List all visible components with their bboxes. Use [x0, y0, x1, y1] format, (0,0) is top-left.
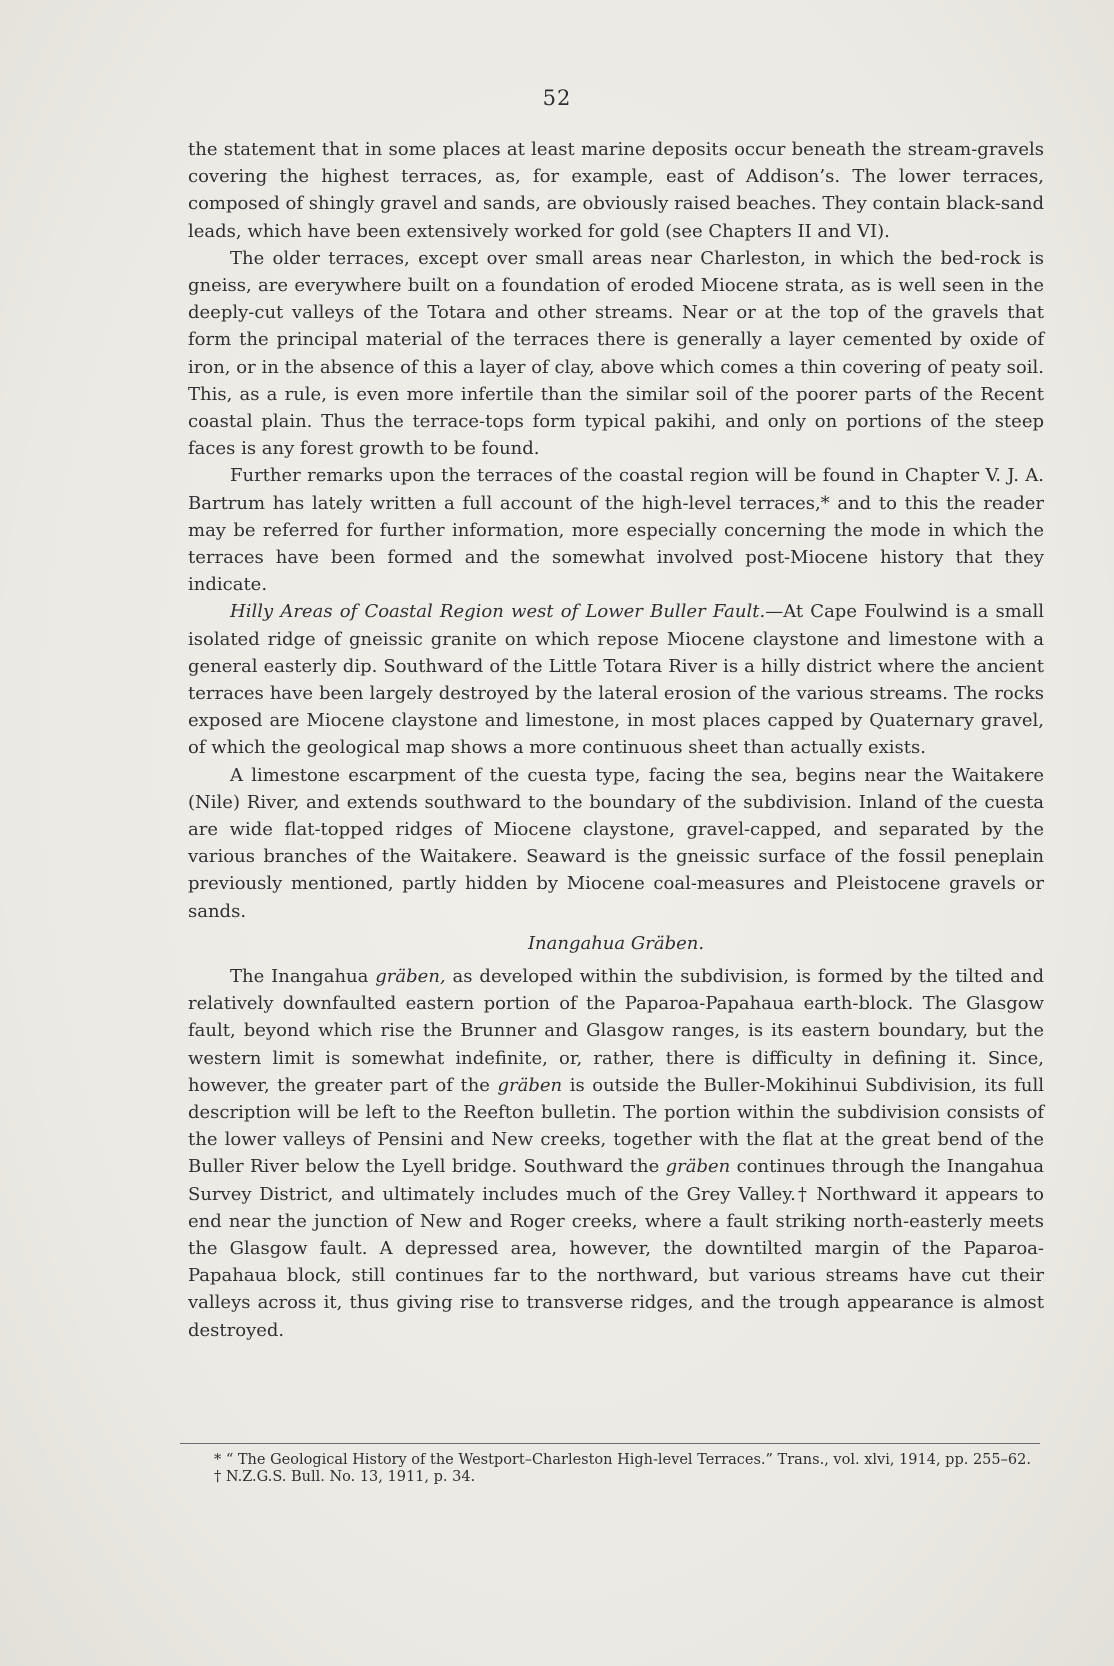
- subsection-lead: Hilly Areas of Coastal Region west of Lower Buller Fault.: [230, 601, 766, 623]
- italic-term: gräben: [497, 1074, 563, 1096]
- subsection-text: —At Cape Foulwind is a small isolated ridge of gneissic granite on which repose Miocene claystone and limestone with a general easterly dip. Southward of the Little Totara River is a hilly district where the ancient terraces have been largely destroyed by the lateral erosion of the various streams. The rocks exposed are Miocene claystone and limestone, in most places capped by Quaternary gravel, of which the geological map shows a more continuous sheet than actually exists.: [188, 601, 1044, 759]
- text-run: The Inangahua: [230, 965, 376, 987]
- section-heading: Inangahua Gräben.: [527, 932, 705, 954]
- text-run: as developed within the subdivision, is formed by the tilted and relatively downfaulted eastern portion of the Paparoa-Papahaua earth-block. The Glasgow fault, beyond which rise the Brunner and Glasgow ranges, is its eastern boundary, but the western limit is somewhat indefinite, or, rather, there is difficulty in defining it. Since, however, the greater part of the: [188, 965, 1044, 1096]
- text-run: continues through the Inangahua Survey District, and ultimately includes much of the Grey Valley.† Northward it appears to end near the junction of New and Roger creeks, where a fault striking north-easterly meets the Glasgow fault. A depressed area, however, the downtilted margin of the Paparoa-Papahaua block, still continues far to the northward, but various streams have cut their valleys across it, thus giving rise to transverse ridges, and the trough appearance is almost destroyed.: [188, 1156, 1044, 1341]
- italic-term: gräben,: [375, 965, 446, 987]
- italic-term: gräben: [665, 1156, 731, 1178]
- footnote-2: † N.Z.G.S. Bull. No. 13, 1911, p. 34.: [214, 1469, 476, 1485]
- body-text: [188, 136, 1044, 1344]
- paragraph-further-remarks: Further remarks upon the terraces of the coastal region will be found in Chapter V. J. A. Bartrum has lately written a full account of the high-level terraces,* and to this the reader may be referred for further information, more especially concerning the mode in which the terraces have been formed and the somewhat involved post-Miocene history that they indicate.: [188, 465, 1044, 596]
- footnote-divider: [180, 1443, 1040, 1444]
- page-number: 52: [542, 86, 572, 110]
- paragraph-older-terraces: The older terraces, except over small areas near Charleston, in which the bed-rock is gneiss, are everywhere built on a foundation of eroded Miocene strata, as is well seen in the deeply-cut valleys of the Totara and other streams. Near or at the top of the gravels that form the principal material of the terraces there is generally a layer cemented by oxide of iron, or in the absence of this a layer of clay, above which comes a thin covering of peaty soil. This, as a rule, is even more infertile than the similar soil of the poorer parts of the Recent coastal plain. Thus the terrace-tops form typical pakihi, and only on portions of the steep faces is any forest growth to be found.: [188, 247, 1044, 460]
- footnote-1: * “ The Geological History of the Westport–Charleston High-level Terraces.” Trans., vol. xlvi, 1914, pp. 255–62.: [214, 1452, 1031, 1468]
- paragraph-continued: the statement that in some places at least marine deposits occur beneath the stream-gravels covering the highest terraces, as, for example, east of Addison’s. The lower terraces, composed of shingly gravel and sands, are obviously raised beaches. They contain black-sand leads, which have been extensively worked for gold (see Chapters II and VI).: [188, 139, 1044, 242]
- text-run: is outside the Buller-Mokihinui Subdivision, its full description will be left to the Reefton bulletin. The portion within the subdivision consists of the lower valleys of Pensini and New creeks, together with the flat at the great bend of the Buller River below the Lyell bridge. Southward the: [188, 1074, 1044, 1178]
- paragraph-inangahua: [188, 963, 1044, 1344]
- paragraph-limestone-escarpment: A limestone escarpment of the cuesta type, facing the sea, begins near the Waitakere (Nile) River, and extends southward to the boundary of the subdivision. Inland of the cuesta are wide flat-topped ridges of Miocene claystone, gravel-capped, and separated by the various branches of the Waitakere. Seaward is the gneissic surface of the fossil peneplain previously mentioned, partly hidden by Miocene coal-measures and Pleistocene gravels or sands.: [188, 764, 1044, 922]
- paragraph-hilly-areas: [188, 598, 1044, 761]
- footnotes: [172, 1452, 1044, 1486]
